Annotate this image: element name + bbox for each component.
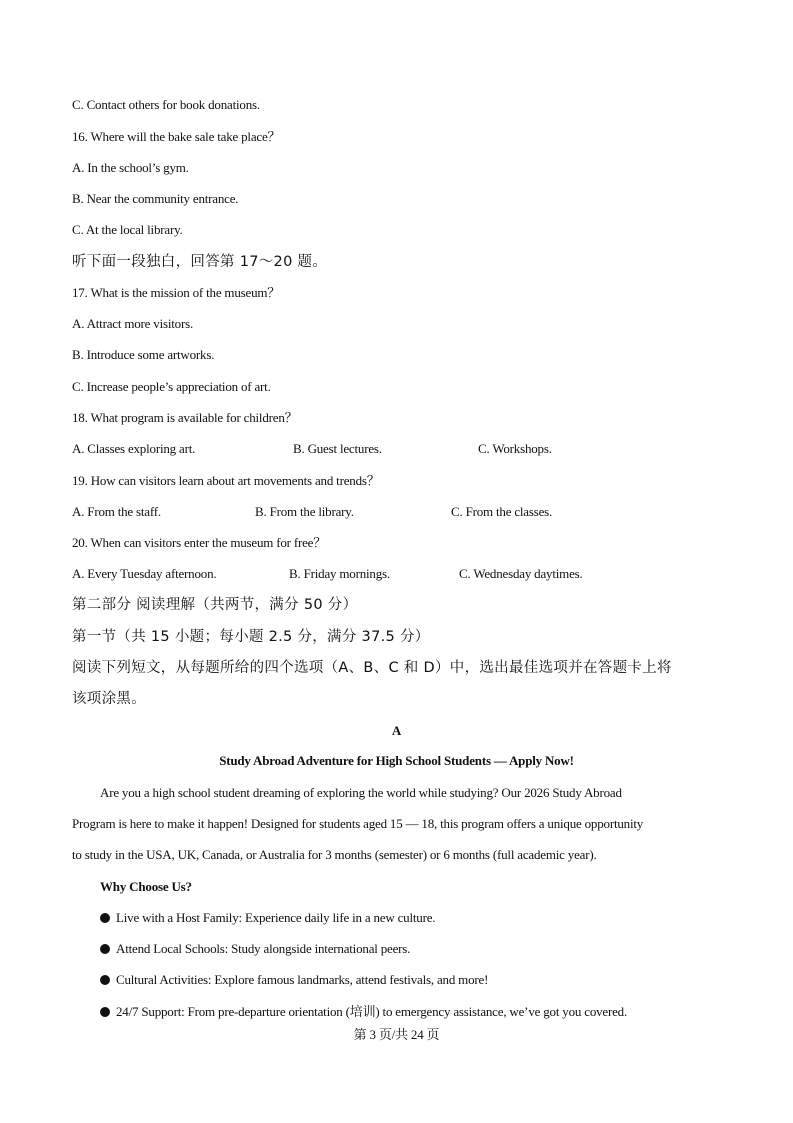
page-footer: 第 3 页/共 24 页 [353, 1027, 440, 1042]
question-20: 20. When can visitors enter the museum for free？ [72, 535, 327, 550]
question-17: 17. What is the mission of the museum？ [72, 285, 281, 300]
reading-instruction-line1: 阅读下列短文，从每题所给的四个选项（A、B、C 和 D）中，选出最佳选项并在答题卡上将 [72, 660, 672, 676]
q18-option-b: B. Guest lectures. [293, 441, 382, 456]
why-choose-heading: Why Choose Us? [100, 879, 192, 894]
listening-instruction: 听下面一段独白，回答第 17～20 题。 [72, 254, 328, 270]
bullet-text: Attend Local Schools: Study alongside international peers. [116, 941, 411, 956]
q15-option-c: C. Contact others for book donations. [72, 97, 260, 112]
q19-option-a: A. From the staff. [72, 504, 161, 519]
q18-option-a: A. Classes exploring art. [72, 441, 196, 456]
q20-option-a: A. Every Tuesday afternoon. [72, 566, 217, 581]
passage-paragraph-line3: to study in the USA, UK, Canada, or Australia for 3 months (semester) or 6 months (full academic year). [72, 847, 597, 862]
bullet-item [100, 941, 410, 957]
q19-option-b: B. From the library. [255, 504, 354, 519]
passage-paragraph-line2: Program is here to make it happen! Designed for students aged 15 — 18, this program offers a unique opportunity [72, 816, 644, 831]
bullet-text: Cultural Activities: Explore famous landmarks, attend festivals, and more! [116, 972, 489, 987]
question-16: 16. Where will the bake sale take place？ [72, 129, 281, 144]
bullet-icon [100, 1007, 110, 1017]
q19-option-c: C. From the classes. [451, 504, 553, 519]
q20-option-c: C. Wednesday daytimes. [459, 566, 583, 581]
passage-title: Study Abroad Adventure for High School Students — Apply Now! [219, 753, 574, 768]
q17-option-b: B. Introduce some artworks. [72, 347, 215, 362]
question-18: 18. What program is available for children？ [72, 410, 298, 425]
bullet-icon [100, 913, 110, 923]
bullet-icon [100, 944, 110, 954]
q17-option-c: C. Increase people’s appreciation of art. [72, 379, 271, 394]
passage-letter: A [391, 723, 402, 738]
reading-instruction-line2: 该项涂黑。 [72, 691, 146, 707]
bullet-icon [100, 975, 110, 985]
q16-option-c: C. At the local library. [72, 222, 183, 237]
q18-option-c: C. Workshops. [478, 441, 552, 456]
bullet-item [100, 972, 488, 988]
bullet-item [100, 910, 435, 926]
bullet-item [100, 1004, 627, 1020]
q16-option-a: A. In the school’s gym. [72, 160, 189, 175]
q17-option-a: A. Attract more visitors. [72, 316, 194, 331]
question-19: 19. How can visitors learn about art movements and trends？ [72, 473, 380, 488]
bullet-text: 24/7 Support: From pre-departure orientation (培训) to emergency assistance, we’ve got you covered. [116, 1004, 628, 1019]
section-one-heading: 第一节（共 15 小题；每小题 2.5 分，满分 37.5 分） [72, 629, 430, 645]
part-two-heading: 第二部分 阅读理解（共两节，满分 50 分） [72, 597, 358, 613]
bullet-text: Live with a Host Family: Experience daily life in a new culture. [116, 910, 436, 925]
passage-paragraph-line1: Are you a high school student dreaming of exploring the world while studying? Our 2026 Study Abroad [100, 785, 622, 800]
q16-option-b: B. Near the community entrance. [72, 191, 239, 206]
q20-option-b: B. Friday mornings. [289, 566, 390, 581]
